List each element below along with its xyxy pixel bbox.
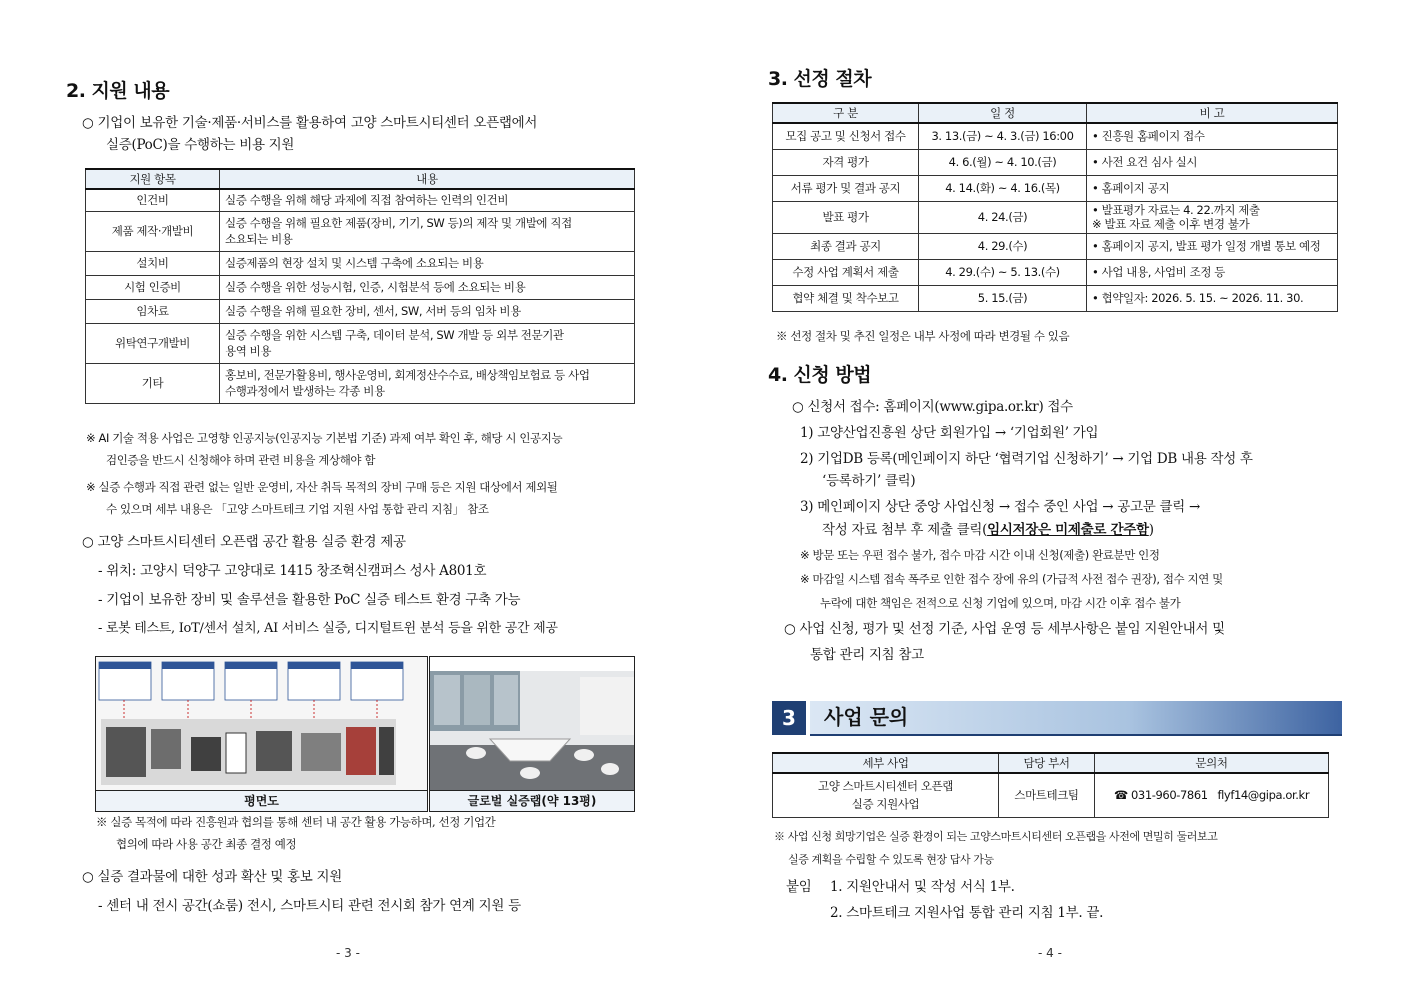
table-header: 일 정 — [919, 103, 1087, 123]
note-space-1: ※ 실증 목적에 따라 진흥원과 협의를 통해 센터 내 공간 활용 가능하며, 선정 기업간 — [96, 815, 496, 829]
step-2a: 2) 기업DB 등록(메인페이지 하단 ‘협력기업 신청하기’ → 기업 DB 내용 작성 후 — [800, 451, 1253, 467]
detail-line-1: ○ 사업 신청, 평가 및 선정 기준, 사업 운영 등 세부사항은 붙임 지원안내서 및 — [784, 621, 1225, 637]
note-space-2: 협의에 따라 사용 공간 최종 결정 예정 — [116, 837, 297, 851]
item-cell: 설치비 — [86, 251, 220, 275]
contact-note-1: ※ 사업 신청 희망기업은 실증 환경이 되는 고양스마트시티센터 오픈랩을 사전에 면밀히 둘러보고 — [774, 830, 1218, 843]
support-table — [85, 168, 635, 404]
schedule-note: ※ 선정 절차 및 추진 일정은 내부 사정에 따라 변경될 수 있음 — [776, 329, 1070, 343]
note-deadline-2: 누락에 대한 책임은 전적으로 신청 기업에 있으며, 마감 시간 이후 접수 불가 — [820, 596, 1181, 610]
apply-method: ○ 신청서 접수: 홈페이지(www.gipa.or.kr) 접수 — [792, 399, 1073, 415]
note-ai-1: ※ AI 기술 적용 사업은 고영향 인공지능(인공지능 기본법 기준) 과제 여부 확인 후, 해당 시 인공지능 — [86, 431, 563, 445]
program-cell: 고양 스마트시티센터 오픈랩 실증 지원사업 — [773, 773, 999, 817]
note-exclude-2: 수 있으며 세부 내용은 「고양 스마트테크 기업 지원 사업 통합 관리 지침」 참조 — [106, 502, 489, 516]
table-row — [86, 275, 635, 299]
table-row — [86, 299, 635, 323]
phone-number: ☎ 031-960-7861 — [1113, 788, 1208, 803]
section-banner-inquiry: 사업 문의 — [810, 701, 1342, 736]
attach-2: 2. 스마트테크 지원사업 통합 관리 지침 1부. 끝. — [830, 905, 1104, 921]
page-3 — [0, 0, 700, 992]
section-number-badge: 3 — [772, 701, 806, 735]
contact-cell — [1095, 773, 1329, 817]
promo-heading: ○ 실증 결과물에 대한 성과 확산 및 홍보 지원 — [82, 869, 343, 885]
note-ai-2: 검인증을 반드시 신청해야 하며 관련 비용을 계상해야 함 — [106, 453, 376, 467]
intro-line-2: 실증(PoC)을 수행하는 비용 지원 — [106, 137, 295, 153]
caption-lab: 글로벌 실증랩(약 13평) — [429, 790, 635, 812]
table-header: 세부 사업 — [773, 753, 999, 773]
table-row — [773, 773, 1329, 817]
step-1: 1) 고양산업진흥원 상단 회원가입 → ‘기업회원’ 가입 — [800, 425, 1099, 441]
attach-1: 1. 지원안내서 및 작성 서식 1부. — [830, 879, 1015, 895]
item-cell: 위탁연구개발비 — [86, 323, 220, 363]
table-row — [86, 363, 635, 403]
env-space: - 로봇 테스트, IoT/센서 설치, AI 서비스 실증, 디지털트윈 분석 등을 위한 공간 제공 — [98, 621, 558, 636]
step-3b: 작성 자료 첨부 후 제출 클릭(임시저장은 미제출로 간주함) — [822, 522, 1154, 538]
env-location: - 위치: 고양시 덕양구 고양대로 1415 창조혁신캠퍼스 성사 A801호 — [98, 563, 487, 579]
table-row: 발표 평가 4. 24.(금) • 발표평가 자료는 4. 22.까지 제출 ※ 발표 자료 제출 이후 변경 불가 — [773, 201, 1338, 233]
selection-table — [772, 102, 1338, 312]
page-number: - 3 - — [336, 946, 360, 960]
env-heading: ○ 고양 스마트시티센터 오픈랩 공간 활용 실증 환경 제공 — [82, 534, 406, 550]
table-row: 최종 결과 공지 4. 29.(수) • 홈페이지 공지, 발표 평가 일정 개별 통보 예정 — [773, 233, 1338, 259]
table-row: 협약 체결 및 착수보고 5. 15.(금) • 협약일자: 2026. 5. 15. ~ 2026. 11. 30. — [773, 285, 1338, 311]
page-number: - 4 - — [1038, 946, 1062, 960]
table-header: 담당 부서 — [999, 753, 1095, 773]
note-deadline-1: ※ 마감일 시스템 접속 폭주로 인한 접수 장에 유의 (가급적 사전 접수 권장), 접수 지연 및 — [800, 572, 1223, 586]
table-row: 모집 공고 및 신청서 접수 3. 13.(금) ~ 4. 3.(금) 16:00 • 진흥원 홈페이지 접수 — [773, 123, 1338, 149]
note-visit: ※ 방문 또는 우편 접수 불가, 접수 마감 시간 이내 신청(제출) 완료분만 인정 — [800, 548, 1160, 562]
item-cell: 기타 — [86, 363, 220, 403]
floor-plan-image — [95, 656, 428, 792]
promo-detail: - 센터 내 전시 공간(쇼룸) 전시, 스마트시티 관련 전시회 참가 연계 지원 등 — [98, 898, 521, 914]
item-cell: 시험 인증비 — [86, 275, 220, 299]
contact-table — [772, 752, 1329, 818]
step-2b: ‘등록하기’ 클릭) — [822, 473, 916, 489]
env-poc: - 기업이 보유한 장비 및 솔루션을 활용한 PoC 실증 테스트 환경 구축 가능 — [98, 592, 521, 608]
table-row — [86, 189, 635, 211]
contact-note-2: 실증 계획을 수립할 수 있도록 현장 답사 가능 — [788, 853, 994, 866]
table-row: 자격 평가 4. 6.(월) ~ 4. 10.(금) • 사전 요건 심사 실시 — [773, 149, 1338, 175]
content-cell: 실증 수행을 위해 필요한 장비, 센서, SW, 서버 등의 임차 비용 — [220, 299, 635, 323]
floor-plan-drawing — [96, 657, 427, 791]
content-cell: 실증 수행을 위해 필요한 제품(장비, 기기, SW 등)의 제작 및 개발에 직접 소요되는 비용 — [220, 211, 635, 251]
content-cell: 홍보비, 전문가활용비, 행사운영비, 회계정산수수료, 배상책임보험료 등 사업 수행과정에서 발생하는 각종 비용 — [220, 363, 635, 403]
content-cell: 실증제품의 현장 설치 및 시스템 구축에 소요되는 비용 — [220, 251, 635, 275]
intro-line-1: ○ 기업이 보유한 기술·제품·서비스를 활용하여 고양 스마트시티센터 오픈랩에서 — [82, 115, 538, 131]
table-row — [86, 211, 635, 251]
item-cell: 인건비 — [86, 189, 220, 211]
section-heading-apply: 4. 신청 방법 — [768, 364, 872, 386]
temp-save-warning: 임시저장은 미제출로 간주함 — [987, 522, 1149, 538]
section-heading-selection: 3. 선정 절차 — [768, 68, 872, 90]
detail-line-2: 통합 관리 지침 참고 — [810, 647, 924, 663]
attach-label: 붙임 — [786, 879, 812, 895]
step-3a: 3) 메인페이지 상단 중앙 사업신청 → 접수 중인 사업 → 공고문 클릭 → — [800, 499, 1200, 515]
lab-photo-drawing — [430, 657, 634, 791]
dept-cell: 스마트테크팀 — [999, 773, 1095, 817]
table-header: 문의처 — [1095, 753, 1329, 773]
table-row — [86, 323, 635, 363]
page-4 — [700, 0, 1403, 992]
content-cell: 실증 수행을 위해 해당 과제에 직접 참여하는 인력의 인건비 — [220, 189, 635, 211]
table-row: 수정 사업 계획서 제출 4. 29.(수) ~ 5. 13.(수) • 사업 내용, 사업비 조정 등 — [773, 259, 1338, 285]
table-header: 비 고 — [1087, 103, 1338, 123]
global-lab-photo — [429, 656, 635, 792]
content-cell: 실증 수행을 위한 시스템 구축, 데이터 분석, SW 개발 등 외부 전문기관 용역 비용 — [220, 323, 635, 363]
content-cell: 실증 수행을 위한 성능시험, 인증, 시험분석 등에 소요되는 비용 — [220, 275, 635, 299]
caption-floor-plan: 평면도 — [95, 790, 428, 812]
table-header: 구 분 — [773, 103, 919, 123]
item-cell: 제품 제작·개발비 — [86, 211, 220, 251]
note-exclude-1: ※ 실증 수행과 직접 관련 없는 일반 운영비, 자산 취득 목적의 장비 구매 등은 지원 대상에서 제외될 — [86, 480, 558, 494]
table-row: 서류 평가 및 결과 공지 4. 14.(화) ~ 4. 16.(목) • 홈페이지 공지 — [773, 175, 1338, 201]
table-row — [86, 251, 635, 275]
item-cell: 임차료 — [86, 299, 220, 323]
table-header: 지원 항목 — [86, 169, 220, 189]
email-link[interactable]: flyf14@gipa.or.kr — [1217, 788, 1310, 803]
section-heading-support: 2. 지원 내용 — [66, 80, 170, 102]
table-header: 내용 — [220, 169, 635, 189]
